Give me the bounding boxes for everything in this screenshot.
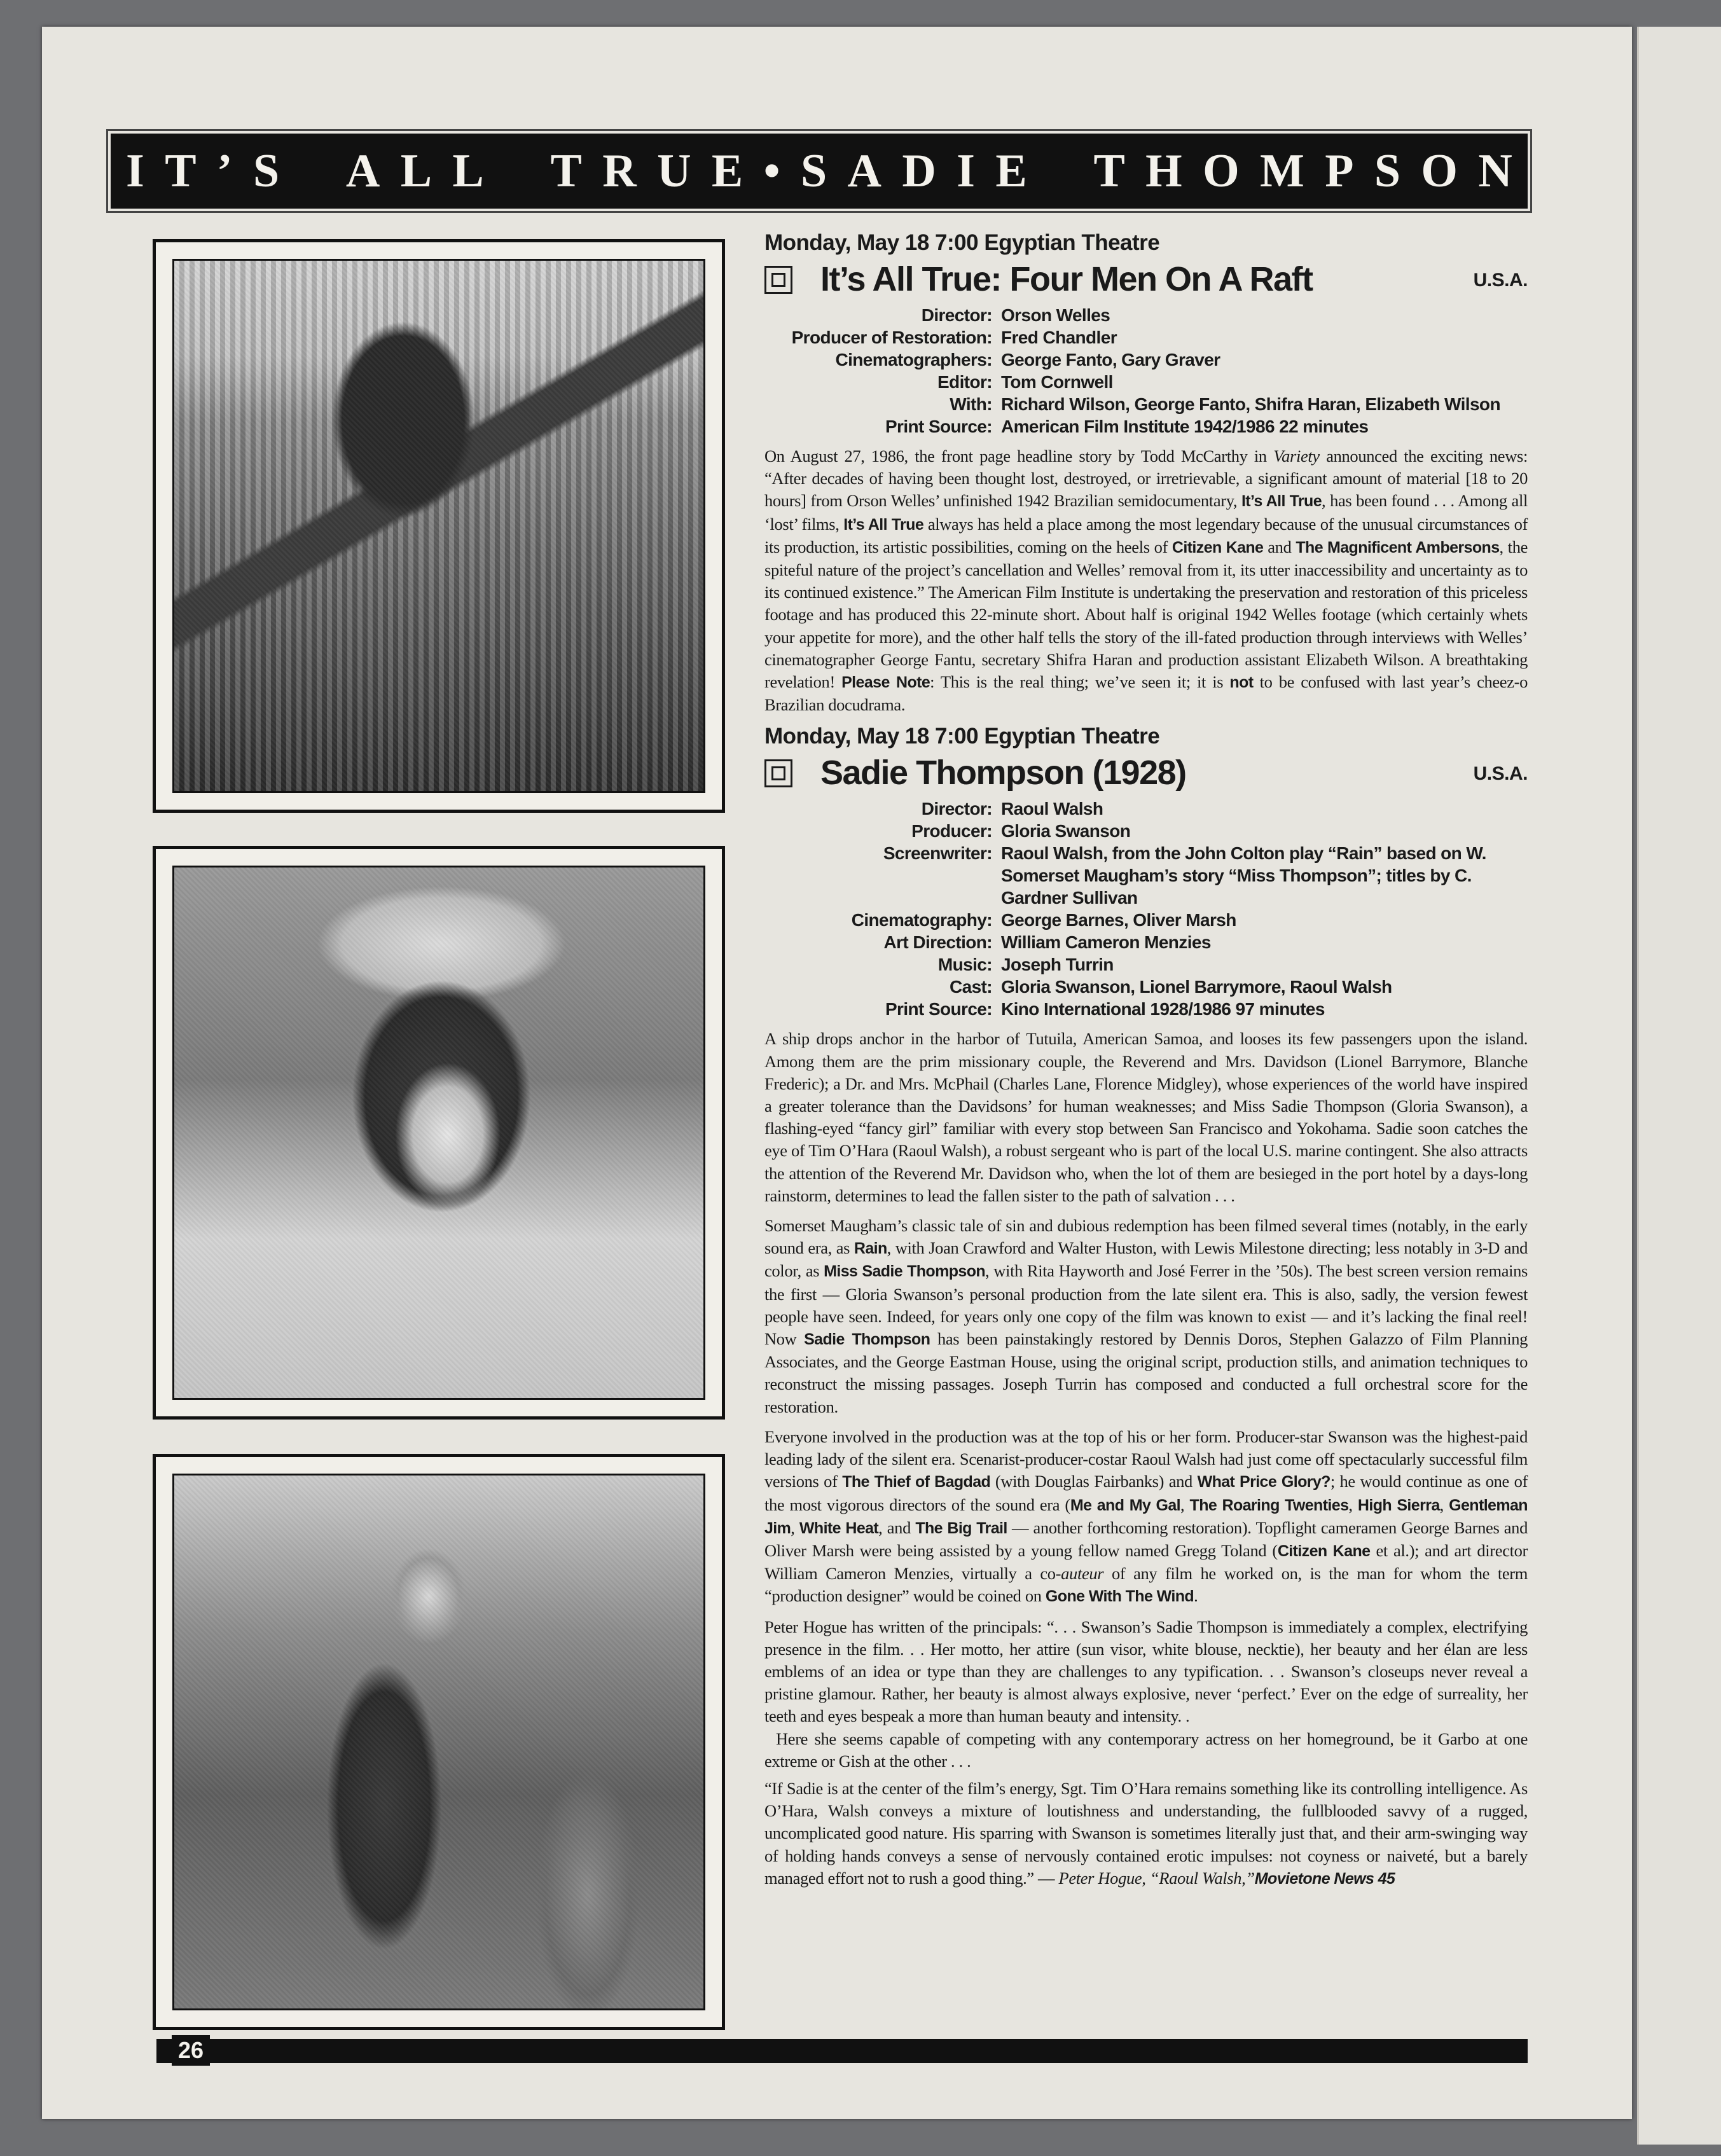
credit-label: With:: [950, 394, 992, 414]
header-letter: ’: [216, 144, 233, 197]
section-header-bar: [111, 134, 1528, 209]
credit-value: American Film Institute 1942/1986 22 minutes: [1001, 417, 1369, 436]
credit-value: George Barnes, Oliver Marsh: [1001, 910, 1236, 930]
film-critic-quote-continued: Here she seems capable of competing with any contemporary actress on her homeground, be it Garbo at one extreme or Gish at the other . . .: [764, 1729, 1528, 1771]
film-entry-sadie-thompson: [764, 724, 1528, 1890]
credit-row: [764, 393, 1528, 415]
checkbox-icon: [764, 759, 792, 787]
credit-label: Producer:: [911, 821, 992, 841]
header-letter: I: [126, 144, 144, 197]
checkbox-icon: [764, 266, 792, 294]
credit-row: [764, 798, 1528, 820]
header-letter: A: [345, 144, 380, 197]
credit-label: Cinematography:: [851, 910, 992, 930]
credit-row: [764, 976, 1528, 998]
photo-image: [172, 259, 705, 793]
header-bullet: •: [763, 144, 780, 197]
photo-four-men-on-a-raft: [153, 239, 725, 813]
header-letter: M: [1260, 144, 1304, 197]
header-letter: O: [1421, 144, 1458, 197]
header-letter: N: [1478, 144, 1512, 197]
credit-row: [764, 842, 1528, 909]
film-title-row: [764, 752, 1528, 794]
credit-label: Art Direction:: [883, 932, 992, 953]
credit-label: Print Source:: [885, 417, 992, 436]
film-title: Sadie Thompson (1928): [820, 754, 1186, 792]
screening-date: Monday, May 18 7:00 Egyptian Theatre: [764, 724, 1160, 749]
credit-label: Cast:: [949, 977, 992, 997]
header-letter: E: [995, 144, 1027, 197]
header-letter: L: [400, 144, 432, 197]
credit-value: Kino International 1928/1986 97 minutes: [1001, 999, 1325, 1019]
header-letter: T: [550, 144, 582, 197]
credit-value: William Cameron Menzies: [1001, 932, 1211, 953]
credit-row: [764, 326, 1528, 349]
film-production-notes: Everyone involved in the production was at the top of his or her form. Producer-star Swanson was the highest-paid leading lady of the silent era. Scenarist-producer-costar Raoul Walsh had just come off spectacularly successful film versions of The Thief of Bagdad (with Douglas Fairbanks) and What Price Glory?; he would continue as one of the most vigorous directors of the sound era (Me and My Gal, The Roaring Twenties, High Sierra, Gentleman Jim, White Heat, and The Big Trail — another forthcoming restoration). Topflight cameramen George Barnes and Oliver Marsh were being assisted by a young fellow named Gregg Toland (Citizen Kane et al.); and art director William Cameron Menzies, virtually a co-auteur of any film he worked on, is the man for whom the term “production designer” would be coined on Gone With The Wind.: [764, 1427, 1528, 1606]
credit-row: [764, 998, 1528, 1020]
photo-image: [172, 1474, 705, 2010]
credit-label: Director:: [921, 799, 992, 819]
screening-date: Monday, May 18 7:00 Egyptian Theatre: [764, 230, 1160, 255]
credit-row: [764, 371, 1528, 393]
film-title-row: [764, 258, 1528, 300]
credit-value: Orson Welles: [1001, 305, 1110, 325]
film-history: Somerset Maugham’s classic tale of sin and dubious redemption has been filmed several times (notably, in the early sound era, as Rain, with Joan Crawford and Walter Huston, with Lewis Milestone directing; less notably in 3-D and color, as Miss Sadie Thompson, with Rita Hayworth and José Ferrer in the ’50s). The best screen version remains the first — Gloria Swanson’s personal production from the late silent era. This is also, sadly, the version fewest people have seen. Indeed, for years only one copy of the film was known to exist — and it’s lacking the final reel! Now Sadie Thompson has been painstakingly restored by Dennis Doros, Stephen Galazzo of Film Planning Associates, and the George Eastman House, using the original script, production stills, and animation techniques to reconstruct the missing passages. Joseph Turrin has composed and conducted a full orchestral score for the restoration.: [764, 1216, 1528, 1416]
film-title: It’s All True: Four Men On A Raft: [820, 260, 1313, 298]
film-credits: [764, 798, 1528, 1020]
footer-bar: [156, 2039, 1528, 2063]
credit-label: Print Source:: [885, 999, 992, 1019]
header-letter: T: [1093, 144, 1125, 197]
text-column: [764, 230, 1528, 1890]
credit-label: Producer of Restoration:: [791, 328, 992, 347]
header-letter: A: [847, 144, 881, 197]
photo-image: [172, 866, 705, 1400]
credit-label: Music:: [937, 955, 992, 975]
credit-value: Raoul Walsh: [1001, 799, 1103, 819]
film-description: On August 27, 1986, the front page headline story by Todd McCarthy in Variety announced the exciting news: “After decades of having been thought lost, destroyed, or irretrievable, a significant amount of material [18 to 20 hours] from Orson Welles’ unfinished 1942 Brazilian semidocumentary, It’s All True, has been found . . . Among all ‘lost’ films, It’s All True always has held a place among the most legendary because of the unusual circumstances of its production, its artistic possibilities, coming on the heels of Citizen Kane and The Magnificent Ambersons, the spiteful nature of the project’s cancellation and Welles’ removal from it, its utter inaccessibility and uncertainty as to its continued existence.” The American Film Institute is undertaking the preservation and restoration of this priceless footage and has produced this 22-minute short. About half is original 1942 Welles footage (which certainly whets your appetite for more), and the other half tells the story of the ill-fated production through interviews with Welles’ cinematographer George Fantu, secretary Shifra Haran and production assistant Elizabeth Wilson. A breathtaking revelation! Please Note: This is the real thing; we’ve seen it; it is not to be confused with last year’s cheez-o Brazilian docudrama.: [764, 446, 1528, 715]
credit-label: Director:: [921, 305, 992, 325]
credit-value: Richard Wilson, George Fanto, Shifra Haran, Elizabeth Wilson: [1001, 394, 1500, 414]
credit-value: Joseph Turrin: [1001, 955, 1114, 975]
header-letter: E: [711, 144, 743, 197]
header-letter: P: [1325, 144, 1354, 197]
header-letter: D: [902, 144, 936, 197]
film-synopsis: A ship drops anchor in the harbor of Tutuila, American Samoa, and looses its few passengers upon the island. Among them are the prim missionary couple, the Reverend and Mrs. Davidson (Lionel Barrymore, Blanche Frederic); a Dr. and Mrs. McPhail (Charles Lane, Florence Midgley), whose experiences of the world have inspired a greater tolerance than the Davidsons’ for human weaknesses; and Miss Sadie Thompson (Gloria Swanson), a flashing-eyed “fancy girl” familiar with every stop between San Francisco and Yokohama. Sadie soon catches the eye of Tim O’Hara (Raoul Walsh), a robust sergeant who is part of the local U.S. marine contingent. She also attracts the attention of the Reverend Mr. Davidson who, when the lot of them are besieged in the port hotel by a days-long rainstorm, determines to lead the fallen sister to the path of salvation . . .: [764, 1029, 1528, 1205]
header-letter: S: [1374, 144, 1401, 197]
facing-page-edge: [1637, 27, 1721, 2145]
film-country: U.S.A.: [1473, 763, 1528, 785]
header-letter: T: [165, 144, 197, 197]
photo-gloria-swanson-portrait: [153, 846, 725, 1420]
credit-row: [764, 304, 1528, 326]
film-critic-quote: Peter Hogue has written of the principals: “. . . Swanson’s Sadie Thompson is immediately a complex, electrifying presence in the film. . . Her motto, her attire (sun visor, white blouse, necktie), her beauty and her élan are less emblems of an idea or type than they are challenges to any typification. . . Swanson’s closeups never reveal a pristine glamour. Rather, her beauty is almost always explosive, never ‘perfect.’ Ever on the edge of surreality, her teeth and eyes bespeak a more than human beauty and intensity. .: [764, 1617, 1528, 1726]
credit-label: Screenwriter:: [883, 843, 992, 864]
credit-value: Fred Chandler: [1001, 328, 1117, 347]
header-letter: O: [1203, 144, 1240, 197]
credit-value: Gloria Swanson, Lionel Barrymore, Raoul Walsh: [1001, 977, 1392, 997]
header-letter: L: [452, 144, 484, 197]
credit-value: George Fanto, Gary Graver: [1001, 350, 1220, 370]
film-country: U.S.A.: [1473, 270, 1528, 291]
credit-row: [764, 349, 1528, 371]
credit-value: Tom Cornwell: [1001, 372, 1113, 392]
header-letter: I: [957, 144, 975, 197]
header-letter: U: [657, 144, 691, 197]
credit-value: Raoul Walsh, from the John Colton play “Rain” based on W. Somerset Maugham’s story “Miss Thompson”; titles by C. Gardner Sullivan: [1001, 843, 1486, 908]
credit-value: Gloria Swanson: [1001, 821, 1131, 841]
film-entry-its-all-true: [764, 230, 1528, 716]
page-number: 26: [172, 2035, 210, 2066]
credit-row: [764, 953, 1528, 976]
film-credits: [764, 304, 1528, 438]
credit-label: Editor:: [937, 372, 992, 392]
credit-row: [764, 909, 1528, 931]
film-critic-quote-closing: “If Sadie is at the center of the film’s energy, Sgt. Tim O’Hara remains something like its controlling intelligence. As O’Hara, Walsh conveys a mixture of loutishness and understanding, the fullblooded savvy of a rugged, uncomplicated good nature. His sparring with Swanson is sometimes literally just that, and their arm-swinging way of holding hands conveys a sense of nervously contained erotic impulses: not coyness or naiveté, but a barely managed effort not to rush a good thing.” — Peter Hogue, “Raoul Walsh,”Movietone News 45: [764, 1778, 1528, 1888]
section-header-title: [126, 137, 1512, 205]
credit-label: Cinematographers:: [835, 350, 992, 370]
photo-sadie-thompson-scene: [153, 1454, 725, 2030]
header-letter: S: [800, 144, 827, 197]
header-letter: H: [1145, 144, 1182, 197]
credit-row: [764, 931, 1528, 953]
header-letter: S: [252, 144, 280, 197]
credit-row: [764, 415, 1528, 438]
header-letter: R: [602, 144, 637, 197]
credit-row: [764, 820, 1528, 842]
